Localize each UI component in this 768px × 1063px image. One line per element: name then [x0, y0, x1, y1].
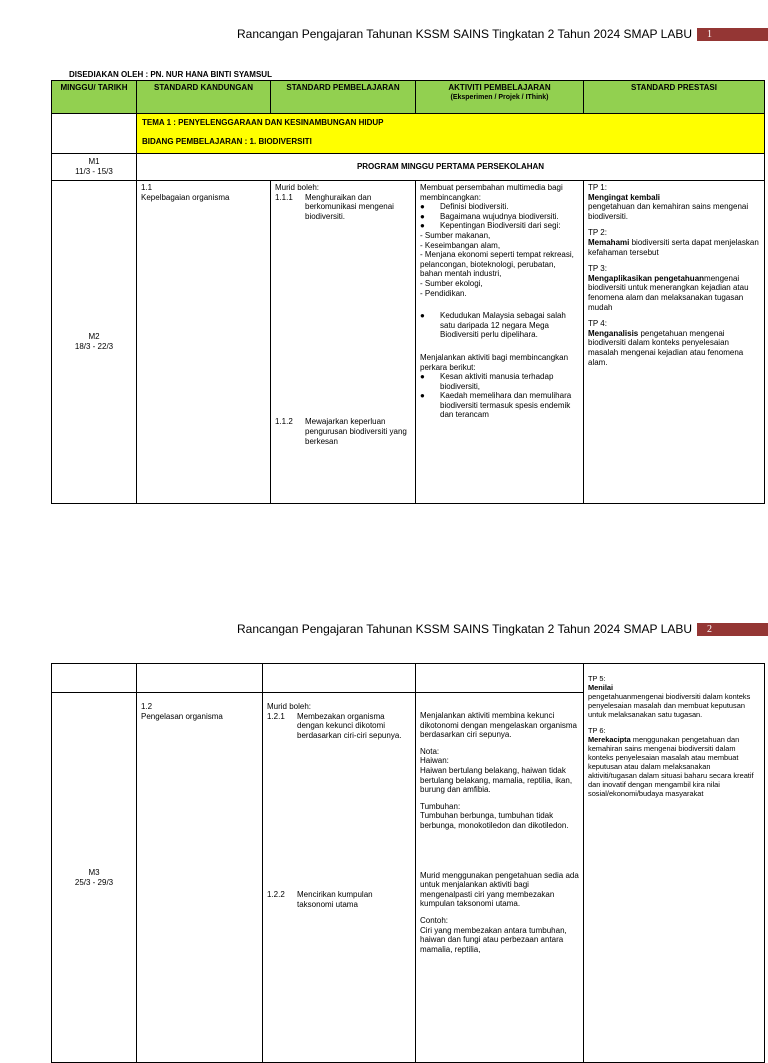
col-content-standard: STANDARD KANDUNGAN: [137, 81, 271, 114]
content-num: 1.1: [141, 183, 153, 192]
ls-text: Mewajarkan keperluan pengurusan biodiversiti yang berkesan: [305, 417, 407, 446]
learning-standard-item: [275, 417, 411, 446]
nota-label: Nota:: [420, 746, 440, 756]
ls-num: 1.1.1: [275, 192, 293, 202]
bullet-icon: ●: [420, 372, 425, 382]
tp-label: TP 3:: [588, 264, 607, 274]
haiwan-text: Haiwan bertulang belakang, haiwan tidak bertulang belakang, mamalia, reptilia, ikan, burung dan amfibia.: [420, 765, 573, 795]
page-number-badge: 2: [697, 623, 768, 636]
bullet-item: [420, 202, 579, 212]
tp-line: [588, 274, 760, 312]
tp-text: biodiversiti serta dapat menjelaskan kefahaman tersebut: [588, 237, 759, 257]
program-cell: PROGRAM MINGGU PERTAMA PERSEKOLAHAN: [137, 154, 765, 181]
dash-item: - Pendidikan.: [420, 288, 467, 298]
content-num: 1.2: [141, 702, 153, 711]
bullet-icon: ●: [420, 202, 425, 212]
week-cell-m3: [52, 693, 137, 1063]
header-title: Rancangan Pengajaran Tahunan KSSM SAINS Tingkatan 2 Tahun 2024 SMAP LABU: [237, 622, 692, 636]
performance-cell: [584, 664, 765, 1063]
tp-title: Merekacipta: [588, 735, 631, 744]
tp-label: TP 2:: [588, 228, 607, 238]
learning-standard-cell: [271, 181, 416, 504]
bullet-item: [420, 372, 579, 391]
tp-label: TP 6:: [588, 726, 606, 735]
week-date: 25/3 - 29/3: [74, 877, 114, 887]
performance-cell: [584, 181, 765, 504]
tp-title: Mengingat kembali: [588, 192, 661, 202]
bullet-text: Kaedah memelihara dan memulihara biodiversiti termasuk spesis endemik dan terancam: [440, 391, 572, 420]
page-number-badge: 1: [697, 28, 768, 41]
week-label: M1: [88, 157, 100, 167]
dash-item: - Sumber ekologi,: [420, 278, 483, 288]
col-activity: [416, 81, 584, 114]
activity-cell: [416, 693, 584, 1063]
ls-text: Mencirikan kumpulan taksonomi utama: [297, 890, 373, 909]
theme-row: [52, 114, 765, 154]
bullet-icon: ●: [420, 221, 425, 231]
bullet-item: [420, 311, 579, 340]
tumbuhan-text: Tumbuhan berbunga, tumbuhan tidak berbunga, monokotiledon dan dikotiledon.: [420, 811, 569, 830]
tp-text: pengetahuanmengenai biodiversiti dalam konteks penyelesaian masalah dan membuat keputusan untuk melaksanakan satu tugasan.: [588, 692, 751, 719]
ls-num: 1.1.2: [275, 417, 293, 427]
prepared-by: DISEDIAKAN OLEH : PN. NUR HANA BINTI SYAMSUL: [69, 70, 272, 79]
week-label: M3: [88, 867, 100, 877]
lesson-plan-table-2: [51, 663, 765, 1063]
bullet-text: Bagaimana wujudnya biodiversiti.: [440, 211, 559, 221]
page-header-1: [0, 27, 768, 43]
tp-label: TP 5:: [588, 674, 606, 683]
col-learning-standard: STANDARD PEMBELAJARAN: [271, 81, 416, 114]
bullet-icon: ●: [420, 211, 425, 221]
bullet-text: Kesan aktiviti manusia terhadap biodiversiti,: [440, 372, 554, 391]
tp-label: TP 1:: [588, 183, 607, 192]
bullet-text: Definisi biodiversiti.: [440, 202, 509, 212]
dash-item: - Sumber makanan,: [420, 230, 491, 240]
tp-text: mengenai biodiversiti untuk menerangkan kejadian atau fenomena alam dan melaksanakan tugasan mudah: [588, 273, 749, 312]
murid-label: Murid boleh:: [267, 702, 312, 711]
content-title: Kepelbagaian organisma: [141, 192, 230, 202]
ls-num: 1.2.1: [267, 711, 285, 721]
bullet-icon: ●: [420, 311, 425, 321]
learning-standard-item: [275, 193, 411, 222]
table-row-m2: [52, 181, 765, 504]
bullet-item: [420, 221, 579, 231]
dash-item: - Menjana ekonomi seperti tempat rekreasi, pelancongan, bioteknologi, perubatan, bahan mentah industri,: [420, 250, 574, 279]
table-row-blank: [52, 664, 765, 693]
tp-line: [588, 238, 760, 257]
tp-line: [588, 329, 760, 367]
lesson-plan-table-1: [51, 80, 765, 504]
content-title: Pengelasan organisma: [141, 711, 223, 721]
blank-cell: [137, 664, 263, 693]
haiwan-label: Haiwan:: [420, 756, 449, 766]
header-title: Rancangan Pengajaran Tahunan KSSM SAINS Tingkatan 2 Tahun 2024 SMAP LABU: [237, 27, 692, 41]
week-cell-m2: [52, 181, 137, 504]
learning-standard-cell: [263, 693, 416, 1063]
bullet-item: [420, 391, 579, 420]
activity-intro-2: Menjalankan aktiviti bagi membincangkan perkara berikut:: [420, 352, 569, 372]
week-date: 18/3 - 22/3: [74, 342, 114, 351]
content-standard-cell: [137, 181, 271, 504]
week-cell-m1: [52, 154, 137, 181]
contoh-label: Contoh:: [420, 915, 449, 925]
theme-cell: [137, 114, 765, 154]
tp-title: Menganalisis: [588, 328, 639, 338]
bullet-icon: ●: [420, 391, 425, 401]
tp-title: Mengaplikasikan pengetahuan: [588, 273, 705, 283]
tp-text: pengetahuan mengenai biodiversiti dalam konteks penyelesaian masalah mengenai kejadian atau fenomena alam.: [588, 328, 744, 367]
dash-item: - Keseimbangan alam,: [420, 240, 501, 250]
tp-text: menggunakan pengetahuan dan kemahiran sains mengenai biodiversiti dalam konteks penyelesaian masalah atau membuat keputusan atau dalam melaksanakan aktiviti/tugasan dalam situasi baharu secara kreatif dan inovatif dengan mengambil kira nilai sosial/ekonomi/budaya masyarakat: [588, 735, 754, 798]
tp-title: Menilai: [588, 683, 614, 692]
table-row-m1: [52, 154, 765, 181]
activity-intro-2: Murid menggunakan pengetahuan sedia ada untuk menjalankan aktiviti bagi mengenalpasti ciri yang membezakan kumpulan taksonomi utama.: [420, 870, 579, 909]
blank-cell: [416, 664, 584, 693]
tp-label: TP 4:: [588, 319, 607, 329]
murid-label: Murid boleh:: [275, 183, 320, 192]
theme-text: TEMA 1 : PENYELENGGARAAN DAN KESINAMBUNGAN HIDUP: [142, 118, 384, 127]
tumbuhan-label: Tumbuhan:: [420, 801, 461, 811]
contoh-text: Ciri yang membezakan antara tumbuhan, haiwan dan fungi atau perbezaan antara mamalia, reptilia,: [420, 925, 567, 954]
bullet-text: Kedudukan Malaysia sebagai salah satu daripada 12 negara Mega Biodiversiti perlu dipelihara.: [440, 311, 566, 340]
tp-line: [588, 735, 760, 798]
activity-intro: Menjalankan aktiviti membina kekunci dikotonomi dengan mengelaskan organisma berdasarkan ciri sepunya.: [420, 711, 577, 740]
learning-standard-item: [267, 890, 411, 909]
page-header-2: [0, 622, 768, 638]
field-text: BIDANG PEMBELAJARAN : 1. BIODIVERSITI: [142, 136, 312, 146]
learning-standard-item: [267, 712, 411, 741]
col-week: MINGGU/ TARIKH: [52, 81, 137, 114]
theme-week-cell: [52, 114, 137, 154]
bullet-item: [420, 212, 579, 222]
bullet-text: Kepentingan Biodiversiti dari segi:: [440, 221, 561, 231]
ls-text: Menghuraikan dan berkomunikasi mengenai biodiversiti.: [305, 192, 394, 221]
table-header-row: [52, 81, 765, 114]
ls-text: Membezakan organisma dengan kekunci dikotomi berdasarkan ciri-ciri sepunya.: [297, 711, 402, 740]
week-label: M2: [88, 332, 100, 342]
tp-title: Memahami: [588, 237, 630, 247]
blank-cell: [52, 664, 137, 693]
blank-cell: [263, 664, 416, 693]
week-date: 11/3 - 15/3: [75, 167, 113, 176]
tp-text: pengetahuan dan kemahiran sains mengenai biodiversiti.: [588, 202, 749, 221]
col-activity-sub: (Eksperimen / Projek / IThink): [450, 93, 549, 101]
ls-num: 1.2.2: [267, 890, 285, 900]
col-activity-label: AKTIVITI PEMBELAJARAN: [448, 83, 551, 92]
content-standard-cell: [137, 693, 263, 1063]
col-performance-standard: STANDARD PRESTASI: [584, 81, 765, 114]
activity-intro: Membuat persembahan multimedia bagi membincangkan:: [420, 183, 563, 202]
activity-cell: [416, 181, 584, 504]
